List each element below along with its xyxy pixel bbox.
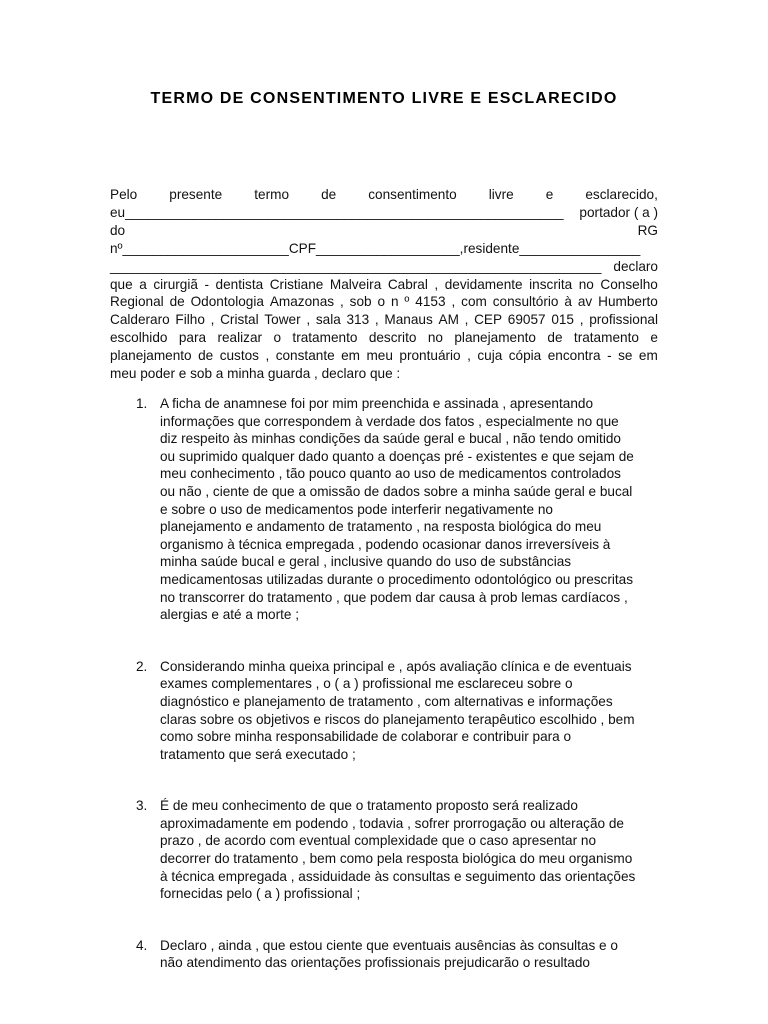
- text-line: organismo à técnica empregada , podendo ocasionar danos irreversíveis à: [160, 536, 611, 552]
- intro-word: ,: [374, 312, 379, 328]
- intro-word: que: [110, 276, 133, 292]
- intro-word: ,: [579, 312, 584, 328]
- list-number: 2.: [136, 658, 148, 674]
- intro-word: ,: [451, 294, 456, 310]
- intro-word: o: [273, 330, 282, 346]
- intro-word: prontuário: [399, 348, 461, 364]
- intro-word: no: [578, 276, 594, 292]
- portador-label: portador ( a ): [579, 204, 658, 220]
- intro-word: consultório: [492, 294, 559, 310]
- intro-word: ,: [265, 348, 270, 364]
- intro-word: descrito: [368, 330, 417, 346]
- intro-line-11: meu poder e sob a minha guarda , declaro que :: [110, 366, 401, 382]
- list-item-1: [110, 395, 658, 624]
- list-item-3: [110, 797, 658, 903]
- intro-word: custos: [219, 348, 259, 364]
- intro-word: de: [547, 330, 563, 346]
- intro-word: profissional: [589, 312, 658, 328]
- intro-word: esclarecido,: [585, 187, 658, 202]
- text-line: fornecidas pelo ( a ) profissional ;: [160, 886, 361, 902]
- text-line: Declaro , ainda , que estou ciente que eventuais ausências às consultas e o: [160, 937, 618, 953]
- intro-word: ,: [434, 276, 439, 292]
- intro-line-3: [110, 222, 658, 240]
- intro-word: Regional: [110, 294, 164, 310]
- list-number: 3.: [136, 798, 148, 814]
- text-line: ou suprimido qualquer dado quanto a doenças pré - existentes e que sejam de: [160, 448, 634, 464]
- intro-word: sala: [315, 312, 341, 328]
- intro-word: ,: [464, 312, 469, 328]
- intro-line-2: [110, 204, 658, 222]
- text-line: decorrer do tratamento , bem como pela resposta biológica do meu organismo: [160, 851, 633, 867]
- intro-word: Conselho: [600, 276, 658, 292]
- intro-word: Pelo: [110, 187, 138, 202]
- intro-word: Filho: [175, 312, 205, 328]
- text-line: Considerando minha queixa principal e , após avaliação clínica e de eventuais: [160, 658, 632, 674]
- intro-word: realizar: [217, 330, 263, 346]
- intro-line-10: [110, 347, 658, 365]
- intro-word: 69057: [507, 312, 546, 328]
- intro-word: tratamento: [292, 330, 358, 346]
- intro-line-7: [110, 293, 658, 311]
- intro-word: de: [198, 348, 214, 364]
- intro-word: consentimento: [368, 187, 457, 202]
- intro-word: cópia: [508, 348, 542, 364]
- intro-word: 313: [346, 312, 370, 328]
- intro-line-6: [110, 276, 658, 294]
- text-line: diagnóstico e planejamento de tratamento , com alternativas e informações: [160, 693, 613, 709]
- intro-word: escolhido: [110, 330, 168, 346]
- text-line: não atendimento das orientações profissionais prejudicarão o resultado: [160, 955, 590, 971]
- text-line: e sobre o uso de medicamentos pode interferir negativamente no: [160, 501, 553, 517]
- intro-paragraph: [110, 186, 658, 383]
- intro-word: ,: [467, 348, 471, 364]
- intro-word: livre: [488, 187, 514, 202]
- text-line: minha saúde bucal e geral , inclusive quando do uso de substâncias: [160, 554, 572, 570]
- intro-word: inscrita: [529, 276, 573, 292]
- intro-word: presente: [169, 187, 223, 202]
- text-line: meu conhecimento , tão pouco quanto ao uso de medicamentos controlados: [160, 466, 621, 482]
- intro-word: em: [341, 348, 361, 364]
- intro-word: termo: [254, 187, 289, 202]
- intro-word: ,: [339, 294, 344, 310]
- intro-word: Cristal: [220, 312, 259, 328]
- intro-word: ,: [210, 312, 215, 328]
- list-item-text: [160, 658, 658, 764]
- intro-word: 015: [551, 312, 574, 328]
- text-line: claras sobre os objetivos e riscos do planejamento terapêutico escolhido , bem: [160, 711, 635, 727]
- intro-word: meu: [366, 348, 393, 364]
- text-line: como sobre minha responsabilidade de colaborar e contribuir para o: [160, 729, 572, 745]
- text-line: É de meu conhecimento de que o tratamento proposto será realizado: [160, 798, 578, 814]
- text-line: no transcorrer do tratamento , que podem dar causa à prob lemas cardíacos ,: [160, 589, 628, 605]
- intro-word: -: [204, 276, 209, 292]
- intro-word: de: [321, 187, 337, 202]
- numbered-list: [110, 395, 658, 972]
- intro-word: se: [618, 348, 633, 364]
- text-line: exames complementares , o ( a ) profissional me esclareceu sobre o: [160, 676, 573, 692]
- text-line: A ficha de anamnese foi por mim preenchida e assinada , apresentando: [160, 396, 594, 411]
- intro-word: av: [577, 294, 593, 310]
- id-blanks-line: nº______________________CPF___________________,residente________________: [110, 240, 641, 256]
- intro-word: cirurgiã: [153, 276, 198, 292]
- intro-line-5: [110, 258, 658, 276]
- text-line: prazo , de acordo com eventual complexidade que o caso apresentar no: [160, 833, 597, 849]
- text-line: ou não , ciente de que a omissão de dados sobre a minha saúde geral e bucal: [160, 483, 633, 499]
- intro-word: e: [650, 330, 658, 346]
- text-line: diz respeito às minhas condições da saúde geral e bucal , não tendo omitido: [160, 431, 621, 447]
- intro-word: n: [390, 294, 399, 310]
- list-number: 4.: [136, 937, 148, 953]
- intro-line-1: [110, 186, 658, 204]
- document-title: TERMO DE CONSENTIMENTO LIVRE E ESCLARECIDO: [150, 90, 618, 107]
- declaro-label: declaro: [613, 258, 658, 274]
- list-item-2: [110, 658, 658, 764]
- do-label: do: [110, 222, 126, 238]
- intro-word: e: [545, 187, 554, 202]
- intro-word: ,: [306, 312, 311, 328]
- intro-word: 4153: [415, 294, 446, 310]
- intro-word: tratamento: [573, 330, 639, 346]
- text-line: informações que correspondem à verdade dos fatos , especialmente no que: [160, 413, 619, 429]
- intro-word: -: [607, 348, 612, 364]
- text-line: aproximadamente em podendo , todavia , sofrer prorrogação ou alteração de: [160, 815, 624, 831]
- name-blank: eu__________________________________________________________: [110, 204, 564, 220]
- intro-word: dentista: [215, 276, 264, 292]
- intro-word: com: [461, 294, 487, 310]
- intro-word: CEP: [474, 312, 503, 328]
- intro-word: encontra: [547, 348, 601, 364]
- intro-word: Tower: [264, 312, 301, 328]
- list-item-4: [110, 937, 658, 972]
- intro-word: Humberto: [598, 294, 658, 310]
- text-line: planejamento e andamento de tratamento , na resposta biológica do meu: [160, 519, 602, 535]
- list-item-text: [160, 395, 658, 624]
- intro-line-9: [110, 329, 658, 347]
- text-line: medicamentosas utilizadas durante o procedimento odontológico ou prescritas: [160, 571, 634, 587]
- intro-word: Cabral: [387, 276, 428, 292]
- intro-word: constante: [275, 348, 335, 364]
- intro-word: AM: [438, 312, 459, 328]
- text-line: alergias e até a morte ;: [160, 607, 300, 623]
- intro-word: planejamento: [110, 348, 192, 364]
- list-item-text: [160, 797, 658, 903]
- intro-word: º: [404, 294, 410, 310]
- intro-word: Calderaro: [110, 312, 170, 328]
- intro-word: para: [178, 330, 207, 346]
- intro-word: Malveira: [329, 276, 382, 292]
- intro-word: Manaus: [384, 312, 433, 328]
- intro-word: Odontologia: [190, 294, 264, 310]
- intro-word: Amazonas: [269, 294, 335, 310]
- rg-label: RG: [637, 222, 658, 238]
- intro-word: sob: [349, 294, 372, 310]
- intro-word: cuja: [477, 348, 503, 364]
- intro-word: planejamento: [454, 330, 536, 346]
- intro-word: devidamente: [444, 276, 523, 292]
- text-line: à técnica empregada , assiduidade às consultas e seguimento das orientações: [160, 868, 636, 884]
- intro-word: à: [564, 294, 572, 310]
- intro-word: a: [139, 276, 147, 292]
- intro-word: no: [427, 330, 443, 346]
- address-blank: _________________________________________________________________: [110, 258, 602, 274]
- intro-word: em: [638, 348, 658, 364]
- intro-line-8: [110, 311, 658, 329]
- text-line: tratamento que será executado ;: [160, 746, 356, 762]
- list-number: 1.: [136, 396, 148, 411]
- list-item-text: [160, 937, 658, 972]
- intro-word: o: [377, 294, 386, 310]
- intro-word: Cristiane: [269, 276, 324, 292]
- intro-word: de: [169, 294, 185, 310]
